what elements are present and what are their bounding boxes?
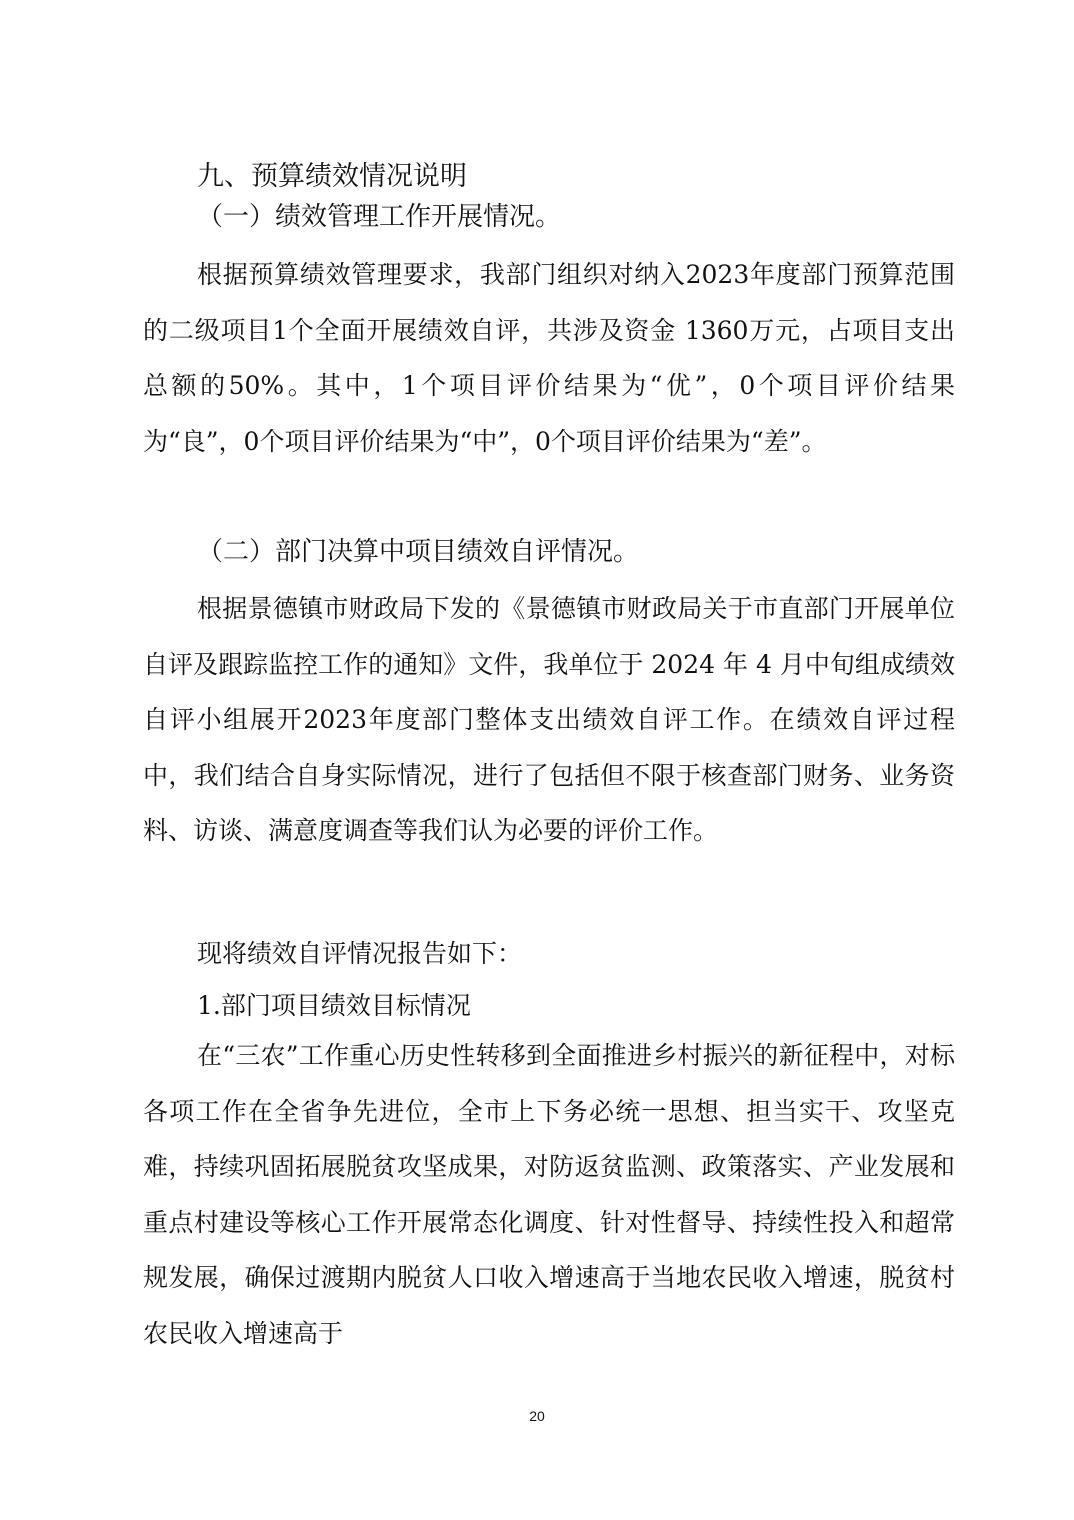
subsection-2-paragraph: 根据景德镇市财政局下发的《景德镇市财政局关于市直部门开展单位自评及跟踪监控工作的通知》文件，我单位于 2024 年 4 月中旬组成绩效自评小组展开2023年度部门整体支出绩效自评工作。在绩效自评过程中，我们结合自身实际情况，进行了包括但不限于核查部门财务、业务资料、访谈、满意度调查等我们认为必要的评价工作。 [143,594,955,846]
subsection-1-paragraph: 根据预算绩效管理要求，我部门组织对纳入2023年度部门预算范围的二级项目1个全面开展绩效自评，共涉及资金 1360万元，占项目支出总额的50%。其中，1个项目评价结果为“优”，0个项目评价结果为“良”，0个项目评价结果为“中”，0个项目评价结果为“差”。 [143,260,955,456]
item-1-title: 1.部门项目绩效目标情况 [197,991,471,1020]
item-1-paragraph: 在“三农”工作重心历史性转移到全面推进乡村振兴的新征程中，对标各项工作在全省争先进位，全市上下务必统一思想、担当实干、攻坚克难，持续巩固拓展脱贫攻坚成果，对防返贫监测、政策落实、产业发展和重点村建设等核心工作开展常态化调度、针对性督导、持续性投入和超常规发展，确保过渡期内脱贫人口收入增速高于当地农民收入增速，脱贫村农民收入增速高于 [143,1041,955,1348]
report-intro: 现将绩效自评情况报告如下： [197,939,523,968]
page-number: 20 [529,1408,545,1424]
section-heading: 九、预算绩效情况说明 [197,161,467,193]
subsection-1-title: （一）绩效管理工作开展情况。 [197,202,562,232]
subsection-2-title: （二）部门决算中项目绩效自评情况。 [197,537,640,567]
